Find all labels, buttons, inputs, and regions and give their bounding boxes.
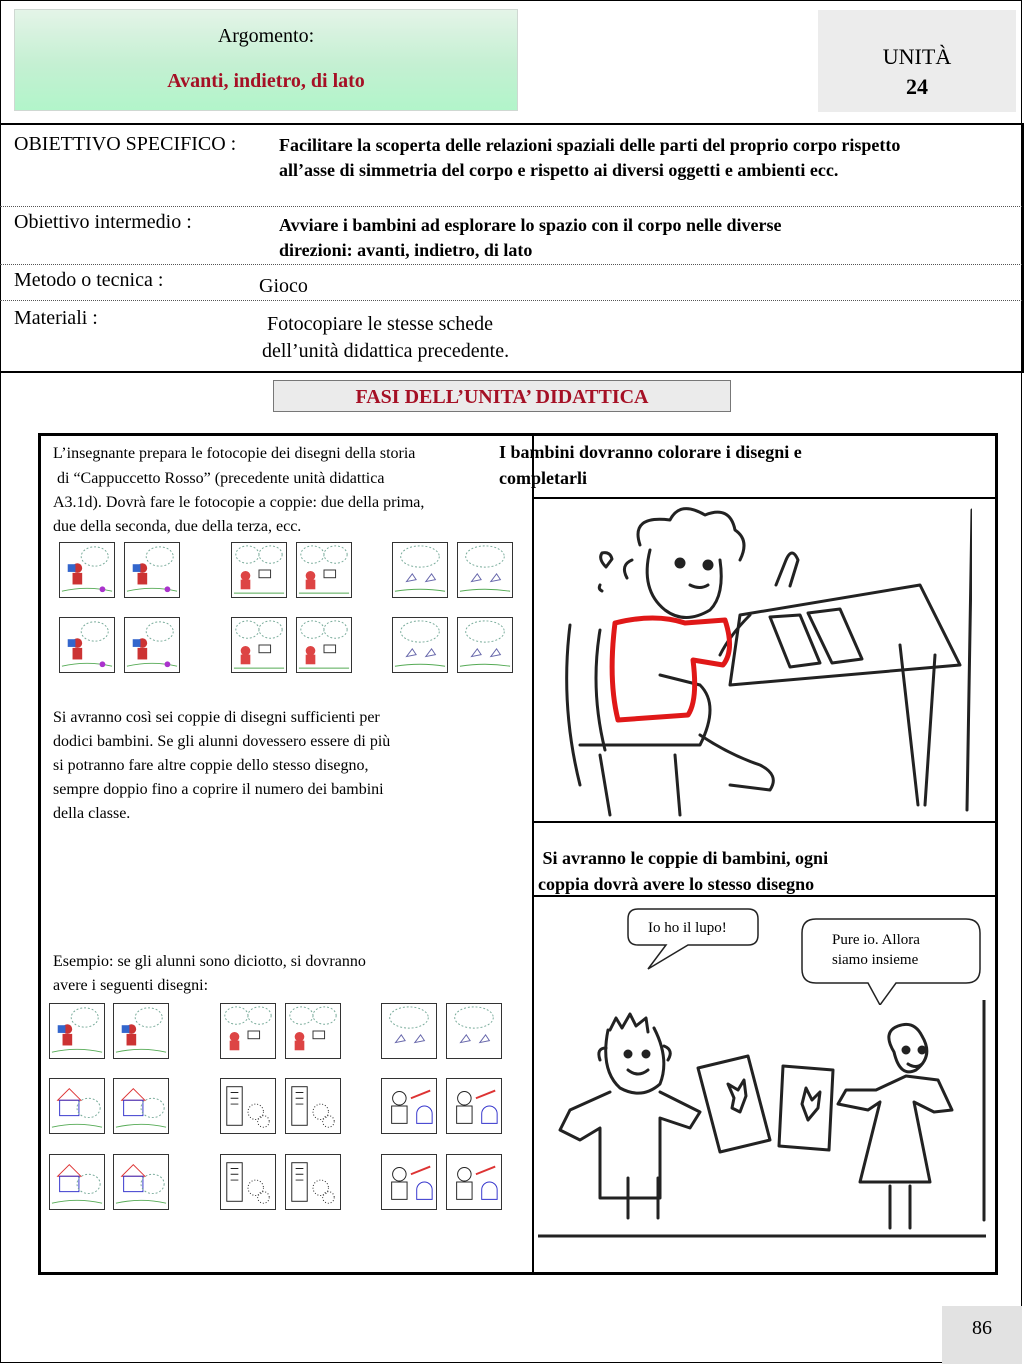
- pairs-line: dodici bambini. Se gli alunni dovessero essere di più: [53, 733, 391, 750]
- intermediate-objective-label: Obiettivo intermedio :: [14, 211, 192, 233]
- story-drawing-5-thumbnail: [285, 1078, 341, 1134]
- example-line: avere i seguenti disegni:: [53, 977, 209, 994]
- story-drawing-2-thumbnail: [220, 1003, 276, 1059]
- color-instruction-line: I bambini dovranno colorare i disegni e: [499, 442, 802, 462]
- story-drawing-3-thumbnail: [392, 617, 448, 673]
- row-divider: [0, 206, 1022, 207]
- speech-bubble-right-line: Pure io. Allora: [832, 932, 920, 948]
- pairs-line: della classe.: [53, 805, 131, 822]
- unit-number: 24: [906, 74, 928, 99]
- story-drawing-5-thumbnail: [220, 1154, 276, 1210]
- story-drawing-4-thumbnail: [49, 1078, 105, 1134]
- intermediate-objective-line1: Avviare i bambini ad esplorare lo spazio con il corpo nelle diverse: [279, 215, 782, 235]
- couples-instruction-line: coppia dovrà avere lo stesso disegno: [538, 874, 815, 894]
- story-drawing-3-thumbnail: [381, 1003, 437, 1059]
- story-drawing-1-thumbnail: [59, 542, 115, 598]
- row-divider: [0, 300, 1022, 301]
- couples-instruction-line: Si avranno le coppie di bambini, ogni: [538, 848, 829, 868]
- page-number: 86: [942, 1306, 1022, 1364]
- specific-objective-line2: all’asse di simmetria del corpo e rispetto ai diversi oggetti e ambienti ecc.: [279, 160, 839, 180]
- story-drawing-4-thumbnail: [113, 1078, 169, 1134]
- story-drawing-6-thumbnail: [446, 1154, 502, 1210]
- color-instruction-line: completarli: [499, 468, 587, 488]
- story-drawing-5-thumbnail: [220, 1078, 276, 1134]
- story-drawing-3-thumbnail: [446, 1003, 502, 1059]
- story-drawing-3-thumbnail: [457, 617, 513, 673]
- story-drawing-1-thumbnail: [113, 1003, 169, 1059]
- pairs-line: sempre doppio fino a coprire il numero dei bambini: [53, 781, 384, 798]
- speech-bubble-left-text: Io ho il lupo!: [648, 920, 727, 936]
- intermediate-objective-line2: direzioni: avanti, indietro, di lato: [279, 240, 533, 260]
- topic-box: [15, 10, 517, 110]
- story-drawing-1-thumbnail: [49, 1003, 105, 1059]
- story-drawing-2-thumbnail: [296, 617, 352, 673]
- specific-objective-label: OBIETTIVO SPECIFICO :: [14, 133, 237, 155]
- story-drawing-6-thumbnail: [381, 1078, 437, 1134]
- story-drawing-4-thumbnail: [49, 1154, 105, 1210]
- story-drawing-3-thumbnail: [392, 542, 448, 598]
- right-row-divider: [534, 821, 996, 823]
- specific-objective-line1: Facilitare la scoperta delle relazioni spaziali delle parti del proprio corpo rispetto: [279, 135, 901, 155]
- unit-label: UNITÀ: [882, 44, 952, 69]
- story-drawing-1-thumbnail: [124, 617, 180, 673]
- story-drawing-3-thumbnail: [457, 542, 513, 598]
- speech-bubble-right-line: siamo insieme: [832, 952, 919, 968]
- intro-line: L’insegnante prepara le fotocopie dei disegni della storia: [53, 445, 416, 462]
- intro-line: due della seconda, due della terza, ecc.: [53, 518, 302, 535]
- child-drawing-illustration: [540, 505, 972, 817]
- pairs-line: Si avranno così sei coppie di disegni sufficienti per: [53, 709, 380, 726]
- story-drawing-6-thumbnail: [381, 1154, 437, 1210]
- materials-label: Materiali :: [14, 307, 98, 329]
- method-label: Metodo o tecnica :: [14, 269, 164, 291]
- column-divider: [532, 433, 534, 1275]
- objectives-table: [0, 123, 1024, 373]
- topic-title: Avanti, indietro, di lato: [167, 70, 365, 92]
- story-drawing-1-thumbnail: [124, 542, 180, 598]
- materials-line1: Fotocopiare le stesse schede: [262, 313, 494, 335]
- intro-line: di “Cappuccetto Rosso” (precedente unità didattica: [53, 470, 385, 487]
- story-drawing-1-thumbnail: [59, 617, 115, 673]
- example-line: Esempio: se gli alunni sono diciotto, si dovranno: [53, 953, 366, 970]
- story-drawing-2-thumbnail: [285, 1003, 341, 1059]
- story-drawing-2-thumbnail: [231, 617, 287, 673]
- materials-line2: dell’unità didattica precedente.: [262, 340, 510, 362]
- story-drawing-5-thumbnail: [285, 1154, 341, 1210]
- story-drawing-2-thumbnail: [231, 542, 287, 598]
- phases-title: FASI DELL’UNITA’ DIDATTICA: [273, 380, 731, 412]
- story-drawing-2-thumbnail: [296, 542, 352, 598]
- children-with-drawings-illustration: [538, 1000, 986, 1238]
- unit-box: [818, 10, 1016, 112]
- story-drawing-6-thumbnail: [446, 1078, 502, 1134]
- pairs-line: si potranno fare altre coppie dello stesso disegno,: [53, 757, 369, 774]
- method-value: Gioco: [259, 275, 308, 297]
- intro-line: A3.1d). Dovrà fare le fotocopie a coppie: due della prima,: [53, 494, 425, 511]
- story-drawing-4-thumbnail: [113, 1154, 169, 1210]
- topic-label: Argomento:: [217, 25, 315, 47]
- right-row-divider: [534, 497, 996, 499]
- row-divider: [0, 264, 1022, 265]
